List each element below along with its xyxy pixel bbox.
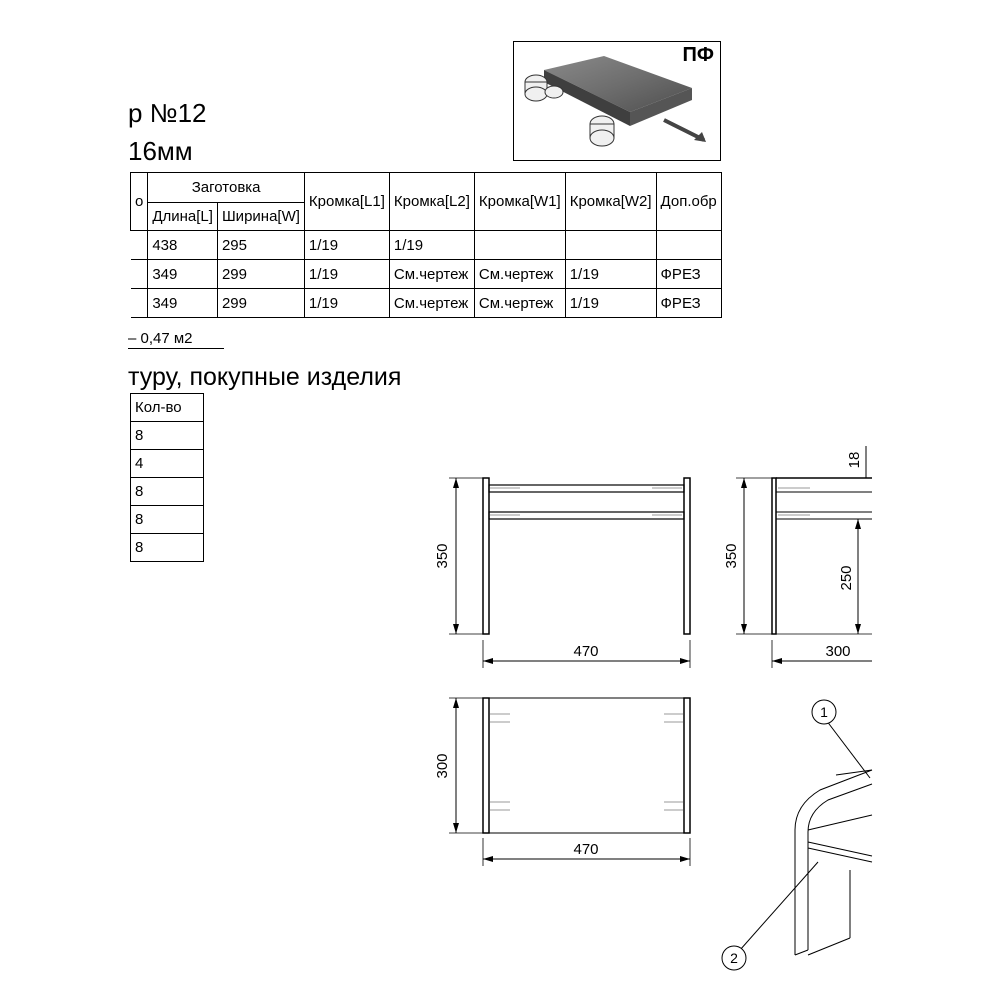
table-cell: 1/19 (565, 289, 656, 318)
table-cell: 1/19 (304, 260, 389, 289)
dimension-arrows (453, 478, 861, 862)
table-cell: 8 (131, 422, 204, 450)
front-height-dim: 350 (434, 543, 451, 569)
table-header-cell: Заготовка (148, 173, 305, 203)
side-view (736, 446, 872, 668)
table-cell: См.чертеж (474, 260, 565, 289)
document-title: р №12 (128, 98, 207, 128)
callout-number: 2 (730, 950, 738, 966)
table-cell: 295 (217, 231, 304, 260)
side-depth-dim: 300 (825, 643, 851, 660)
table-header-cell: Кромка[W1] (474, 173, 565, 231)
front-view (449, 478, 690, 668)
top-width-dim: 470 (573, 841, 599, 858)
table-cell: 1/19 (304, 289, 389, 318)
table-header-cell: о (131, 173, 148, 231)
table-cell: 8 (131, 534, 204, 562)
table-cell: ФРЕЗ (656, 289, 721, 318)
table-cell: 8 (131, 506, 204, 534)
table-cell: 349 (148, 260, 218, 289)
shelf-height-dim: 250 (838, 565, 855, 591)
table-header-cell: Кромка[L1] (304, 173, 389, 231)
edge-code-label: ПФ (682, 44, 714, 66)
callout-1 (812, 700, 836, 724)
table-cell: 4 (131, 450, 204, 478)
front-width-dim: 470 (573, 643, 599, 660)
top-view (449, 698, 690, 866)
total-area: – 0,47 м2 (128, 330, 193, 347)
top-depth-dim: 300 (434, 753, 451, 779)
thickness-dim: 18 (846, 451, 863, 469)
table-cell: См.чертеж (389, 260, 474, 289)
hardware-section-title: туру, покупные изделия (128, 363, 402, 391)
table-cell: См.чертеж (389, 289, 474, 318)
table-header-cell: Доп.обр (656, 173, 721, 231)
table-cell: ФРЕЗ (656, 260, 721, 289)
table-cell: 1/19 (389, 231, 474, 260)
table-header-cell: Ширина[W] (217, 203, 304, 231)
table-cell: 8 (131, 478, 204, 506)
table-header-cell: Кол-во (131, 394, 204, 422)
table-cell: 438 (148, 231, 218, 260)
callout-number: 1 (820, 704, 828, 720)
table-cell: 1/19 (304, 231, 389, 260)
table-cell: 299 (217, 260, 304, 289)
table-cell: 299 (217, 289, 304, 318)
table-cell: 1/19 (565, 260, 656, 289)
side-height-dim: 350 (723, 543, 740, 569)
table-cell: См.чертеж (474, 289, 565, 318)
table-header-cell: Кромка[L2] (389, 173, 474, 231)
isometric-view (740, 712, 872, 955)
callout-2 (722, 946, 746, 970)
table-cell: 349 (148, 289, 218, 318)
material-thickness: 16мм (128, 136, 193, 166)
table-header-cell: Кромка[W2] (565, 173, 656, 231)
table-header-cell: Длина[L] (148, 203, 218, 231)
